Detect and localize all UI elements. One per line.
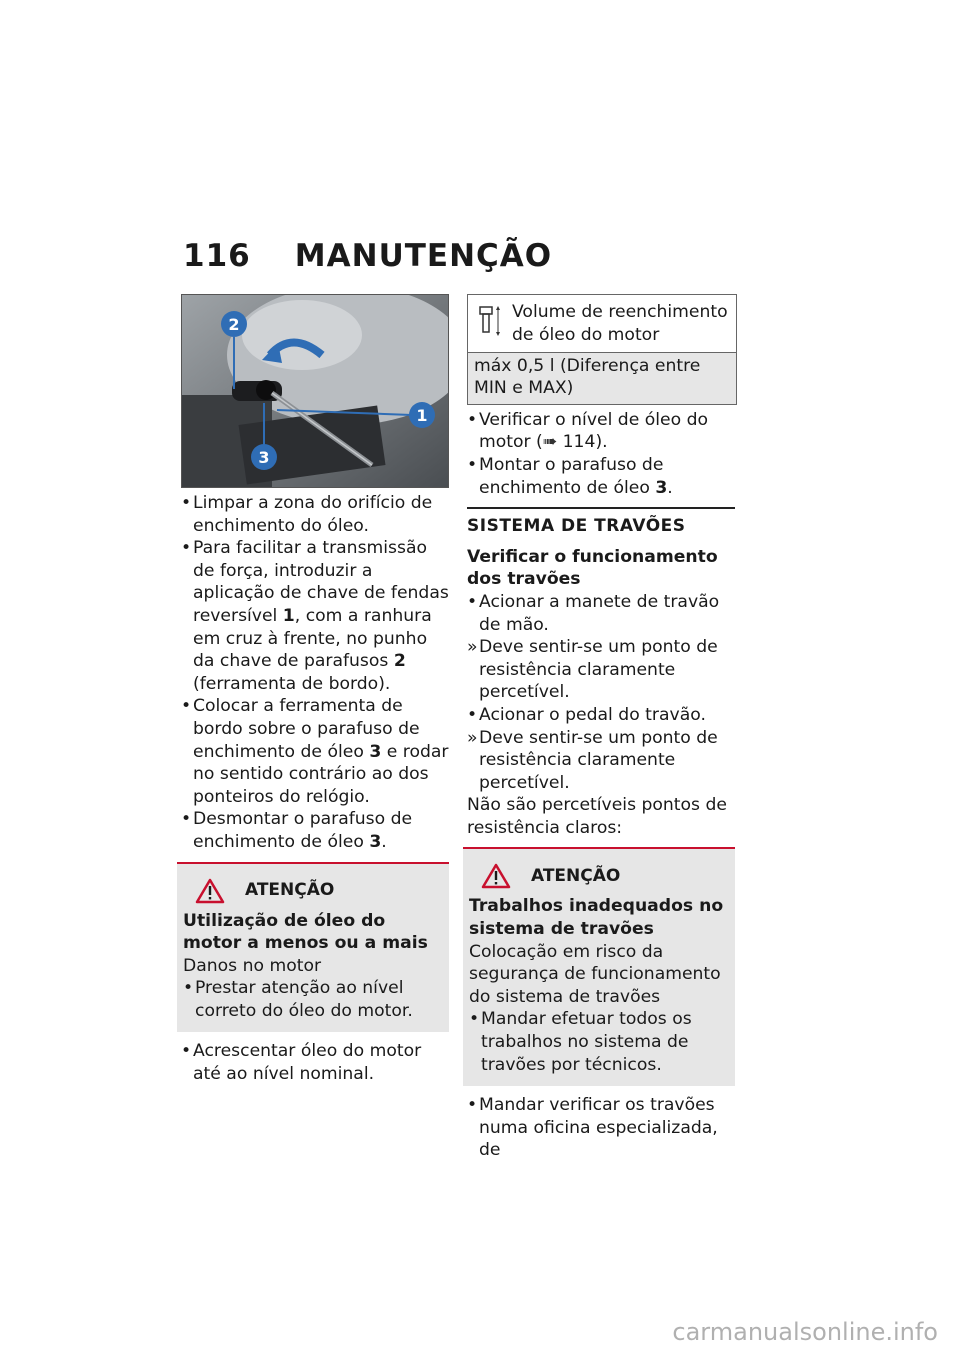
- warning-action: • Mandar efetuar todos os trabalhos no sistema de travões por técnicos.: [469, 1009, 692, 1075]
- warning-triangle-icon: [195, 878, 225, 904]
- warning-brakes: [463, 847, 735, 1086]
- engine-illustration: [182, 295, 448, 487]
- brake-result-1: » Deve sentir-se um ponto de resistência claramente percetível.: [467, 637, 718, 703]
- callout-1: [409, 402, 435, 428]
- page-ref-arrow-icon: ➠: [542, 432, 558, 453]
- warning-consequence: Danos no motor: [183, 955, 322, 976]
- warning-title: ATENÇÃO: [195, 878, 443, 904]
- left-column: [181, 294, 449, 1086]
- engine-oil-filler-figure: [181, 294, 449, 488]
- page-number: 116: [183, 238, 251, 274]
- spec-label: Volume de reenchimento de óleo do motor: [512, 302, 728, 345]
- warning-title: ATENÇÃO: [481, 863, 729, 889]
- svg-text:1: 1: [416, 406, 428, 425]
- brake-step-2: • Acionar o pedal do travão.: [467, 704, 706, 725]
- warning-action: • Prestar atenção ao nível correto do óleo do motor.: [183, 978, 413, 1021]
- step-top-up: • Acrescentar óleo do motor até ao nível nominal.: [181, 1041, 422, 1085]
- svg-text:2: 2: [228, 315, 240, 334]
- svg-text:3: 3: [258, 448, 270, 467]
- subsection-title: Verificar o funcionamento dos travões: [467, 546, 718, 590]
- spec-label-row: [468, 295, 736, 353]
- warning-heading: Trabalhos inadequados no sistema de travões: [469, 896, 724, 940]
- brake-step-1: • Acionar a manete de travão de mão.: [467, 591, 720, 635]
- page-ref-link[interactable]: 114: [562, 432, 596, 453]
- right-column: [467, 294, 735, 1162]
- step-place-tool: • Colocar a ferramenta de bordo sobre o parafuso de enchimento de óleo 3 e rodar no sentido contrário ao dos ponteiros do relógio.: [181, 696, 449, 807]
- callout-2: [221, 311, 247, 337]
- brake-result-2: » Deve sentir-se um ponto de resistência claramente percetível.: [467, 727, 718, 793]
- step-workshop: • Mandar verificar os travões numa oficina especializada, de: [467, 1095, 718, 1161]
- step-remove-screw: • Desmontar o parafuso de enchimento de óleo 3.: [181, 809, 413, 852]
- page-header: [183, 238, 552, 274]
- watermark: carmanualsonline.info: [672, 1318, 938, 1346]
- step-insert-bit: • Para facilitar a transmissão de força, introduzir a aplicação de chave de fendas reversível 1, com a ranhura em cruz à frente, no punho da chave de parafusos 2 (ferramenta de bordo).: [181, 538, 449, 694]
- warning-consequence: Colocação em risco da segurança de funcionamento do sistema de travões: [469, 941, 721, 1007]
- brake-note: Não são percetíveis pontos de resistência claros:: [467, 795, 727, 838]
- warning-oil-level: [177, 862, 449, 1033]
- step-clean-filler: • Limpar a zona do orifício de enchimento do óleo.: [181, 493, 433, 536]
- warning-heading: Utilização de óleo do motor a menos ou a mais: [183, 910, 428, 954]
- spec-value: máx 0,5 l (Diferença entre MIN e MAX): [468, 353, 736, 404]
- warning-triangle-icon: [481, 863, 511, 889]
- section-title: SISTEMA DE TRAVÕES: [467, 507, 735, 538]
- oil-can-icon: [474, 301, 512, 348]
- spec-table: [467, 294, 737, 405]
- page-title: MANUTENÇÃO: [294, 238, 553, 274]
- step-check-oil: • Verificar o nível de óleo do motor (➠ 114).: [467, 409, 709, 453]
- step-install-screw: • Montar o parafuso de enchimento de óleo 3.: [467, 454, 673, 498]
- callout-3: [251, 444, 277, 470]
